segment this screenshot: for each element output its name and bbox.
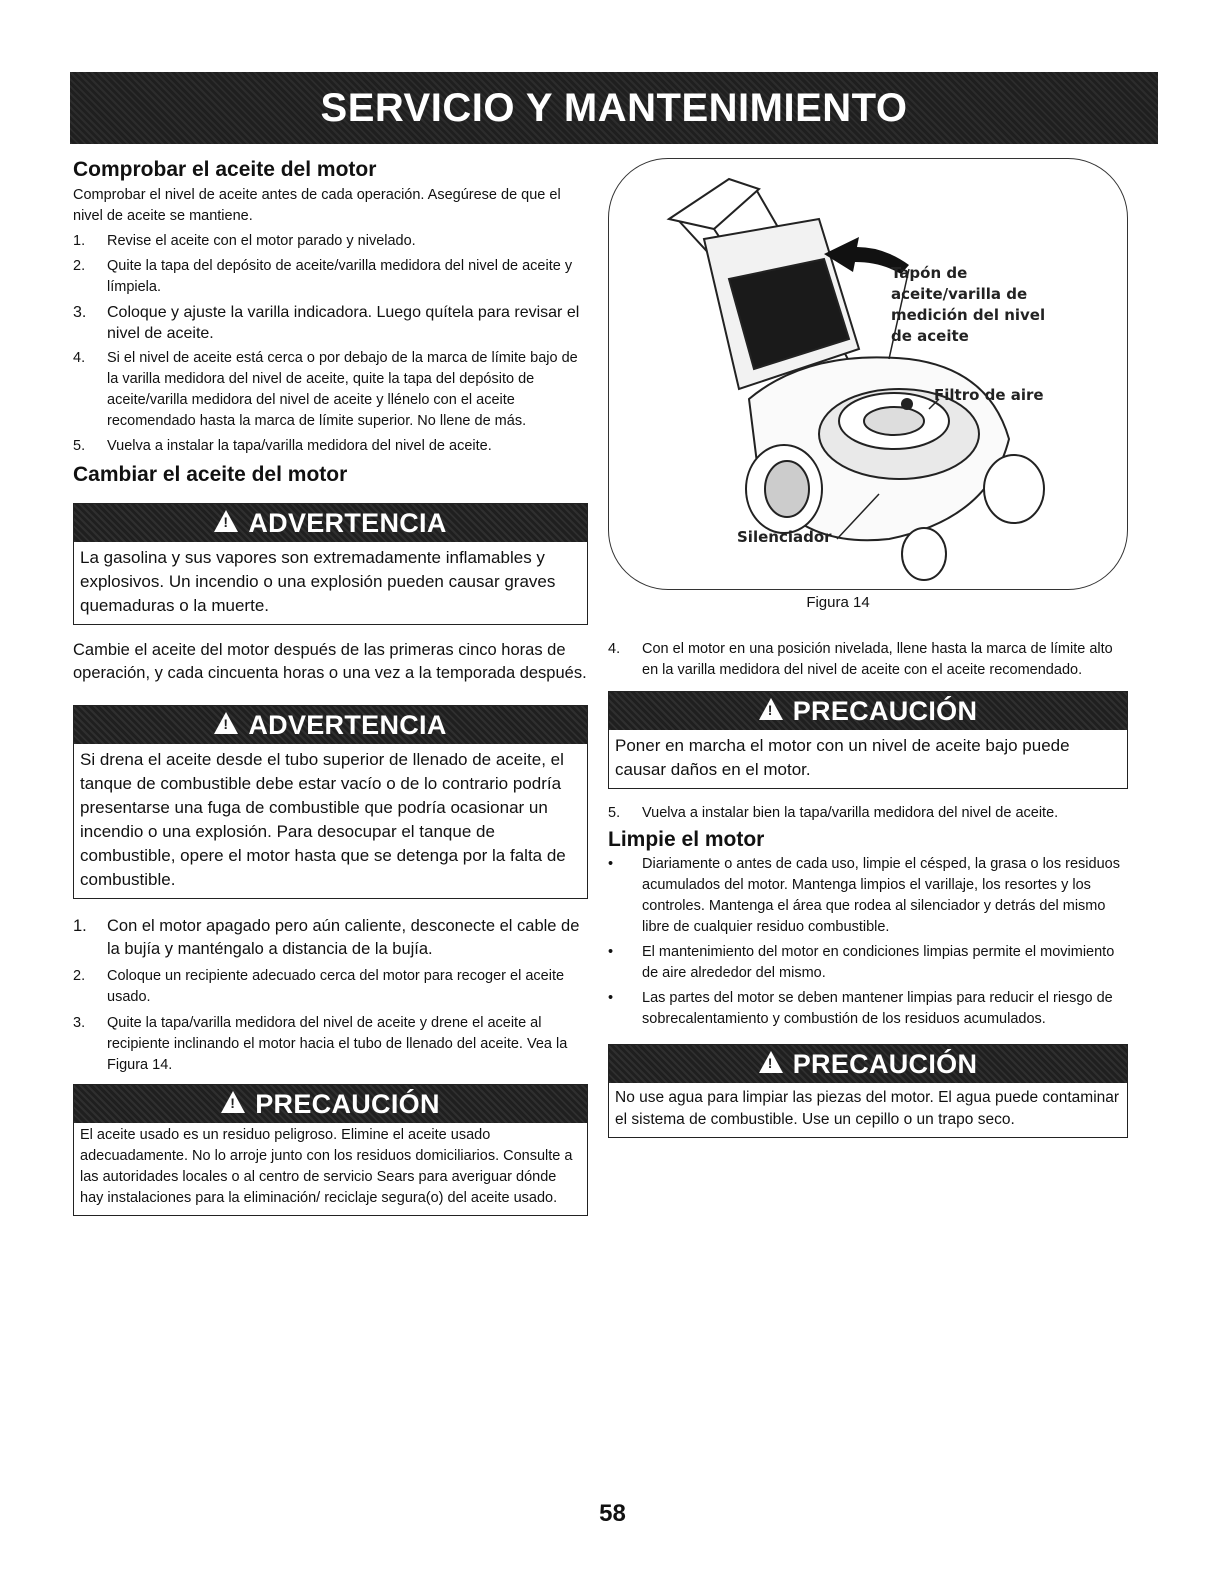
- list-item: 5. Vuelva a instalar bien la tapa/varilla medidora del nivel de aceite.: [608, 805, 1059, 821]
- change-oil-heading: Cambiar el aceite del motor: [73, 463, 348, 486]
- clean-engine-heading: Limpie el motor: [608, 828, 765, 851]
- right-step-4: [608, 639, 1128, 681]
- warning-text: La gasolina y sus vapores son extremadamente inflamables y explosivos. Un incendio o una explosión pueden causar graves quemaduras o la muerte.: [80, 548, 556, 615]
- warning-box-drain: [73, 705, 588, 899]
- caution-text: No use agua para limpiar las piezas del motor. El agua puede contaminar el sistema de combustible. Use un cepillo o un trapo seco.: [615, 1089, 1120, 1128]
- section-title: SERVICIO Y MANTENIMIENTO: [320, 85, 908, 130]
- list-item: 4. Si el nivel de aceite está cerca o por debajo de la marca de límite bajo de la varilla medidora del nivel de aceite, quite la tapa del depósito de aceite/varilla medidora del nivel de aceite y llénelo con el aceite recomendado hasta la marca de límite superior. No llene de más.: [73, 350, 578, 429]
- caution-text: Poner en marcha el motor con un nivel de aceite bajo puede causar daños en el motor.: [615, 736, 1070, 779]
- warning-text: Si drena el aceite desde el tubo superior de llenado de aceite, el tanque de combustible debe estar vacío o de lo contrario podría presentarse una fuga de combustible que podría ocasionar un incendio o una explosión. Para desocupar el tanque de combustible, opere el motor hasta que se detenga por la falta de combustible.: [80, 750, 566, 889]
- label-air-filter: Filtro de aire: [934, 386, 1044, 404]
- list-item: • Diariamente o antes de cada uso, limpie el césped, la grasa o los residuos acumulados del motor. Mantenga limpios el varillaje, los resortes y los controles. Mantenga el área que rodea al silenciador y detrás del mismo libre de cualquier residuo combustible.: [608, 856, 1120, 935]
- change-oil-paragraph: Cambie el aceite del motor después de las primeras cinco horas de operación, y cada cincuenta horas o una vez a la temporada después.: [73, 641, 587, 682]
- list-item: 1. Con el motor apagado pero aún caliente, desconecte el cable de la bujía y manténgalo a distancia de la bujía.: [73, 917, 580, 958]
- right-step-5: [608, 803, 1128, 824]
- caution-header: ! PRECAUCIÓN: [609, 692, 1127, 730]
- caution-text: El aceite usado es un residuo peligroso. Elimine el aceite usado adecuadamente. No lo arroje junto con los residuos domiciliarios. Consulte a las autoridades locales o al centro de servicio Sears para averiguar dónde hay instalaciones para la eliminación/ reciclaje segura(o) del aceite usado.: [80, 1127, 573, 1206]
- list-item: 1. Revise el aceite con el motor parado y nivelado.: [73, 233, 416, 249]
- warning-box-fuel: [73, 503, 588, 625]
- caution-header: ! PRECAUCIÓN: [609, 1045, 1127, 1083]
- caution-box-low-oil: [608, 691, 1128, 789]
- clean-engine-list: [608, 854, 1128, 1030]
- figure-14-frame: [608, 158, 1128, 590]
- oil-cap-marker: [901, 398, 913, 410]
- caution-header: ! PRECAUCIÓN: [74, 1085, 587, 1123]
- list-item: 4. Con el motor en una posición nivelada, llene hasta la marca de límite alto en la varilla medidora del nivel de aceite con el aceite recomendado.: [608, 641, 1113, 678]
- list-item: 5. Vuelva a instalar la tapa/varilla medidora del nivel de aceite.: [73, 438, 492, 454]
- list-item: • Las partes del motor se deben mantener limpias para reducir el riesgo de sobrecalentamiento y combustión de los residuos acumulados.: [608, 990, 1113, 1027]
- check-oil-heading: Comprobar el aceite del motor: [73, 158, 377, 181]
- lawn-mower-illustration: [609, 159, 1129, 591]
- warning-header: ! ADVERTENCIA: [74, 504, 587, 542]
- list-item: 2. Quite la tapa del depósito de aceite/varilla medidora del nivel de aceite y límpiela.: [73, 258, 573, 295]
- check-oil-steps: [73, 231, 588, 457]
- label-muffler: Silenciador: [737, 528, 832, 546]
- figure-caption: Figura 14: [806, 594, 870, 611]
- warning-triangle-icon: [214, 712, 238, 734]
- left-column: [73, 158, 588, 1216]
- caution-box-no-water: [608, 1044, 1128, 1138]
- check-oil-intro: Comprobar el nivel de aceite antes de cada operación. Asegúrese de que el nivel de aceite se mantiene.: [73, 187, 561, 224]
- label-oil-cap: Tapón de aceite/varilla de medición del nivel de aceite: [891, 264, 1046, 345]
- caution-triangle-icon: [759, 1051, 783, 1073]
- caution-triangle-icon: [759, 698, 783, 720]
- page-number: 58: [599, 1500, 626, 1527]
- list-item: 3. Coloque y ajuste la varilla indicadora. Luego quítela para revisar el nivel de aceite.: [73, 304, 580, 342]
- section-banner: [70, 72, 1158, 144]
- list-item: 2. Coloque un recipiente adecuado cerca del motor para recoger el aceite usado.: [73, 968, 565, 1005]
- warning-triangle-icon: [214, 510, 238, 532]
- list-item: • El mantenimiento del motor en condiciones limpias permite el movimiento de aire alrededor del mismo.: [608, 944, 1115, 981]
- right-column: [608, 158, 1128, 1138]
- caution-box-used-oil: [73, 1084, 588, 1216]
- list-item: 3. Quite la tapa/varilla medidora del nivel de aceite y drene el aceite al recipiente inclinando el motor hacia el tubo de llenado del aceite. Vea la Figura 14.: [73, 1015, 568, 1073]
- caution-triangle-icon: [221, 1091, 245, 1113]
- warning-header: ! ADVERTENCIA: [74, 706, 587, 744]
- change-oil-steps: [73, 915, 588, 1076]
